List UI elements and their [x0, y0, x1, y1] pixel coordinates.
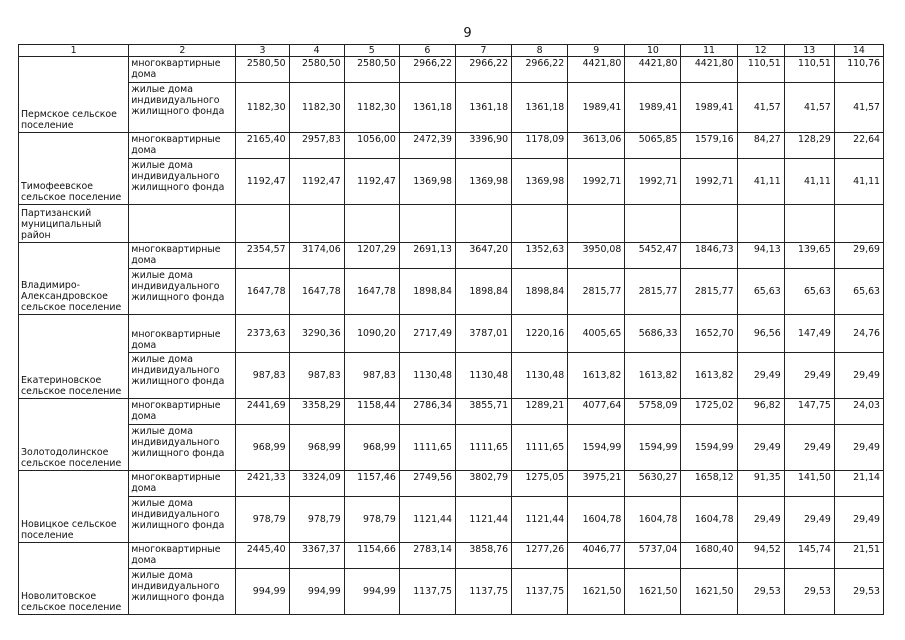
- value-cell: 1192,47: [344, 159, 399, 205]
- value-cell: [568, 205, 625, 243]
- value-cell: 3787,01: [455, 315, 511, 353]
- value-cell: [455, 205, 511, 243]
- value-cell: 1898,84: [512, 269, 568, 315]
- value-cell: 3647,20: [455, 243, 511, 269]
- value-cell: 968,99: [236, 425, 289, 471]
- value-cell: 1647,78: [289, 269, 344, 315]
- housing-type: жилые дома индивидуального жилищного фонда: [129, 269, 236, 315]
- value-cell: 1369,98: [455, 159, 511, 205]
- housing-type: жилые дома индивидуального жилищного фонда: [129, 569, 236, 615]
- value-cell: 978,79: [289, 497, 344, 543]
- value-cell: 1992,71: [625, 159, 681, 205]
- value-cell: 2815,77: [681, 269, 737, 315]
- value-cell: 1130,48: [512, 353, 568, 399]
- value-cell: 987,83: [236, 353, 289, 399]
- value-cell: 994,99: [236, 569, 289, 615]
- settlement-name: Тимофеевское сельское поселение: [19, 133, 129, 205]
- value-cell: 2472,39: [399, 133, 455, 159]
- value-cell: 978,79: [236, 497, 289, 543]
- table-row: [19, 269, 884, 315]
- value-cell: 1613,82: [625, 353, 681, 399]
- value-cell: 1352,63: [512, 243, 568, 269]
- value-cell: [289, 205, 344, 243]
- value-cell: 987,83: [344, 353, 399, 399]
- value-cell: 5065,85: [625, 133, 681, 159]
- value-cell: [834, 205, 883, 243]
- value-cell: 147,75: [784, 399, 834, 425]
- value-cell: 4421,80: [681, 57, 737, 83]
- value-cell: 3396,90: [455, 133, 511, 159]
- value-cell: 1658,12: [681, 471, 737, 497]
- value-cell: 1130,48: [399, 353, 455, 399]
- value-cell: 2580,50: [236, 57, 289, 83]
- value-cell: 2815,77: [568, 269, 625, 315]
- table-row: [19, 569, 884, 615]
- value-cell: 1154,66: [344, 543, 399, 569]
- value-cell: 1289,21: [512, 399, 568, 425]
- value-cell: 21,51: [834, 543, 883, 569]
- housing-type: [129, 205, 236, 243]
- value-cell: 4005,65: [568, 315, 625, 353]
- value-cell: 110,51: [737, 57, 784, 83]
- page-number: 9: [463, 26, 472, 41]
- header-cell: 1: [19, 45, 129, 57]
- value-cell: 2691,13: [399, 243, 455, 269]
- value-cell: 5452,47: [625, 243, 681, 269]
- header-cell: 10: [625, 45, 681, 57]
- value-cell: 3858,76: [455, 543, 511, 569]
- value-cell: 147,49: [784, 315, 834, 353]
- value-cell: 1275,05: [512, 471, 568, 497]
- header-cell: 6: [399, 45, 455, 57]
- value-cell: 29,49: [784, 497, 834, 543]
- value-cell: 1137,75: [512, 569, 568, 615]
- value-cell: 4077,64: [568, 399, 625, 425]
- value-cell: 1121,44: [512, 497, 568, 543]
- header-cell: 3: [236, 45, 289, 57]
- value-cell: 65,63: [834, 269, 883, 315]
- housing-type: многоквартирные дома: [129, 57, 236, 83]
- header-cell: 5: [344, 45, 399, 57]
- value-cell: 1604,78: [568, 497, 625, 543]
- settlement-name: Екатериновское сельское поселение: [19, 315, 129, 399]
- housing-type: многоквартирные дома: [129, 315, 236, 353]
- value-cell: 1613,82: [568, 353, 625, 399]
- table-row: [19, 83, 884, 133]
- value-cell: 2815,77: [625, 269, 681, 315]
- table-row: [19, 57, 884, 83]
- header-cell: 12: [737, 45, 784, 57]
- housing-type: жилые дома индивидуального жилищного фонда: [129, 425, 236, 471]
- settlement-name: Владимиро-Александровское сельское поселение: [19, 243, 129, 315]
- value-cell: 4046,77: [568, 543, 625, 569]
- value-cell: 1989,41: [568, 83, 625, 133]
- header-cell: 13: [784, 45, 834, 57]
- value-cell: 3855,71: [455, 399, 511, 425]
- table-row: [19, 543, 884, 569]
- value-cell: 91,35: [737, 471, 784, 497]
- value-cell: 2783,14: [399, 543, 455, 569]
- value-cell: [236, 205, 289, 243]
- header-cell: 11: [681, 45, 737, 57]
- value-cell: 2749,56: [399, 471, 455, 497]
- value-cell: 94,52: [737, 543, 784, 569]
- value-cell: 1182,30: [289, 83, 344, 133]
- housing-type: жилые дома индивидуального жилищного фонда: [129, 83, 236, 133]
- value-cell: 29,49: [784, 425, 834, 471]
- value-cell: 1604,78: [681, 497, 737, 543]
- value-cell: 978,79: [344, 497, 399, 543]
- value-cell: 1121,44: [399, 497, 455, 543]
- value-cell: 994,99: [289, 569, 344, 615]
- value-cell: 41,57: [834, 83, 883, 133]
- value-cell: 139,65: [784, 243, 834, 269]
- header-cell: 14: [834, 45, 883, 57]
- value-cell: 1594,99: [681, 425, 737, 471]
- header-row: [19, 45, 884, 57]
- value-cell: 3950,08: [568, 243, 625, 269]
- value-cell: [784, 205, 834, 243]
- header-cell: 4: [289, 45, 344, 57]
- value-cell: 1725,02: [681, 399, 737, 425]
- value-cell: 29,49: [737, 425, 784, 471]
- housing-type: многоквартирные дома: [129, 543, 236, 569]
- value-cell: 1192,47: [236, 159, 289, 205]
- value-cell: 4421,80: [625, 57, 681, 83]
- value-cell: 1647,78: [344, 269, 399, 315]
- value-cell: 1992,71: [568, 159, 625, 205]
- value-cell: [344, 205, 399, 243]
- value-cell: 1220,16: [512, 315, 568, 353]
- value-cell: 2580,50: [289, 57, 344, 83]
- value-cell: 994,99: [344, 569, 399, 615]
- housing-type: многоквартирные дома: [129, 399, 236, 425]
- settlement-name: Партизанский муниципальный район: [19, 205, 129, 243]
- tariff-table: [18, 44, 884, 615]
- value-cell: 29,49: [784, 353, 834, 399]
- value-cell: 2966,22: [399, 57, 455, 83]
- header-cell: 9: [568, 45, 625, 57]
- housing-type: многоквартирные дома: [129, 133, 236, 159]
- value-cell: 96,82: [737, 399, 784, 425]
- settlement-name: Новолитовское сельское поселение: [19, 543, 129, 615]
- value-cell: 2957,83: [289, 133, 344, 159]
- value-cell: 1680,40: [681, 543, 737, 569]
- value-cell: [399, 205, 455, 243]
- value-cell: 1111,65: [512, 425, 568, 471]
- table-row: [19, 243, 884, 269]
- value-cell: 2786,34: [399, 399, 455, 425]
- value-cell: 29,49: [737, 353, 784, 399]
- housing-type: жилые дома индивидуального жилищного фонда: [129, 353, 236, 399]
- housing-type: жилые дома индивидуального жилищного фонда: [129, 159, 236, 205]
- header-cell: 2: [129, 45, 236, 57]
- value-cell: 3802,79: [455, 471, 511, 497]
- value-cell: 1157,46: [344, 471, 399, 497]
- value-cell: 1121,44: [455, 497, 511, 543]
- value-cell: 1056,00: [344, 133, 399, 159]
- value-cell: 65,63: [737, 269, 784, 315]
- value-cell: 21,14: [834, 471, 883, 497]
- value-cell: 110,51: [784, 57, 834, 83]
- table-row: [19, 205, 884, 243]
- value-cell: 3358,29: [289, 399, 344, 425]
- value-cell: 29,53: [784, 569, 834, 615]
- value-cell: 1621,50: [625, 569, 681, 615]
- value-cell: 4421,80: [568, 57, 625, 83]
- value-cell: 1361,18: [512, 83, 568, 133]
- value-cell: 1647,78: [236, 269, 289, 315]
- value-cell: 1137,75: [455, 569, 511, 615]
- housing-type: многоквартирные дома: [129, 243, 236, 269]
- value-cell: 3613,06: [568, 133, 625, 159]
- header-cell: 8: [512, 45, 568, 57]
- value-cell: 1594,99: [625, 425, 681, 471]
- header-cell: 7: [455, 45, 511, 57]
- value-cell: 1621,50: [681, 569, 737, 615]
- value-cell: 1652,70: [681, 315, 737, 353]
- value-cell: 2165,40: [236, 133, 289, 159]
- value-cell: 84,27: [737, 133, 784, 159]
- value-cell: 41,11: [737, 159, 784, 205]
- value-cell: 24,03: [834, 399, 883, 425]
- value-cell: 968,99: [344, 425, 399, 471]
- value-cell: 1989,41: [681, 83, 737, 133]
- value-cell: 5686,33: [625, 315, 681, 353]
- table-row: [19, 133, 884, 159]
- value-cell: 2373,63: [236, 315, 289, 353]
- value-cell: 1369,98: [399, 159, 455, 205]
- value-cell: 987,83: [289, 353, 344, 399]
- value-cell: 29,69: [834, 243, 883, 269]
- value-cell: 1158,44: [344, 399, 399, 425]
- value-cell: 2354,57: [236, 243, 289, 269]
- value-cell: 1992,71: [681, 159, 737, 205]
- table-row: [19, 159, 884, 205]
- value-cell: 968,99: [289, 425, 344, 471]
- value-cell: 1361,18: [399, 83, 455, 133]
- value-cell: 5758,09: [625, 399, 681, 425]
- value-cell: 2441,69: [236, 399, 289, 425]
- value-cell: 41,57: [784, 83, 834, 133]
- value-cell: 1846,73: [681, 243, 737, 269]
- value-cell: 1613,82: [681, 353, 737, 399]
- value-cell: 29,49: [834, 497, 883, 543]
- value-cell: 1178,09: [512, 133, 568, 159]
- value-cell: 1090,20: [344, 315, 399, 353]
- value-cell: 1182,30: [344, 83, 399, 133]
- value-cell: 1898,84: [455, 269, 511, 315]
- value-cell: [512, 205, 568, 243]
- settlement-name: Новицкое сельское поселение: [19, 471, 129, 543]
- table-row: [19, 471, 884, 497]
- table-row: [19, 497, 884, 543]
- value-cell: 1621,50: [568, 569, 625, 615]
- value-cell: 2421,33: [236, 471, 289, 497]
- value-cell: 41,57: [737, 83, 784, 133]
- value-cell: 141,50: [784, 471, 834, 497]
- value-cell: 41,11: [784, 159, 834, 205]
- value-cell: [737, 205, 784, 243]
- value-cell: 1111,65: [399, 425, 455, 471]
- value-cell: 5630,27: [625, 471, 681, 497]
- housing-type: жилые дома индивидуального жилищного фонда: [129, 497, 236, 543]
- value-cell: 3367,37: [289, 543, 344, 569]
- value-cell: 65,63: [784, 269, 834, 315]
- value-cell: 1207,29: [344, 243, 399, 269]
- housing-type: многоквартирные дома: [129, 471, 236, 497]
- settlement-name: Золотодолинское сельское поселение: [19, 399, 129, 471]
- value-cell: 128,29: [784, 133, 834, 159]
- value-cell: 1130,48: [455, 353, 511, 399]
- value-cell: [625, 205, 681, 243]
- value-cell: 22,64: [834, 133, 883, 159]
- value-cell: 2966,22: [512, 57, 568, 83]
- value-cell: 1594,99: [568, 425, 625, 471]
- table-row: [19, 425, 884, 471]
- value-cell: 2717,49: [399, 315, 455, 353]
- value-cell: 2445,40: [236, 543, 289, 569]
- value-cell: 3975,21: [568, 471, 625, 497]
- value-cell: 94,13: [737, 243, 784, 269]
- value-cell: 1369,98: [512, 159, 568, 205]
- value-cell: 41,11: [834, 159, 883, 205]
- value-cell: 2580,50: [344, 57, 399, 83]
- value-cell: 1111,65: [455, 425, 511, 471]
- value-cell: 2966,22: [455, 57, 511, 83]
- value-cell: 1579,16: [681, 133, 737, 159]
- value-cell: 5737,04: [625, 543, 681, 569]
- value-cell: 1182,30: [236, 83, 289, 133]
- settlement-name: Пермское сельское поселение: [19, 57, 129, 133]
- value-cell: 1898,84: [399, 269, 455, 315]
- value-cell: 1361,18: [455, 83, 511, 133]
- value-cell: 145,74: [784, 543, 834, 569]
- value-cell: 29,49: [834, 425, 883, 471]
- value-cell: 96,56: [737, 315, 784, 353]
- table-row: [19, 353, 884, 399]
- table-row: [19, 399, 884, 425]
- value-cell: 29,49: [737, 497, 784, 543]
- value-cell: 29,49: [834, 353, 883, 399]
- value-cell: 1137,75: [399, 569, 455, 615]
- value-cell: 29,53: [834, 569, 883, 615]
- value-cell: 1989,41: [625, 83, 681, 133]
- value-cell: 1604,78: [625, 497, 681, 543]
- value-cell: 1192,47: [289, 159, 344, 205]
- value-cell: [681, 205, 737, 243]
- table-row: [19, 315, 884, 353]
- value-cell: 29,53: [737, 569, 784, 615]
- value-cell: 3324,09: [289, 471, 344, 497]
- value-cell: 110,76: [834, 57, 883, 83]
- value-cell: 3174,06: [289, 243, 344, 269]
- value-cell: 3290,36: [289, 315, 344, 353]
- value-cell: 24,76: [834, 315, 883, 353]
- value-cell: 1277,26: [512, 543, 568, 569]
